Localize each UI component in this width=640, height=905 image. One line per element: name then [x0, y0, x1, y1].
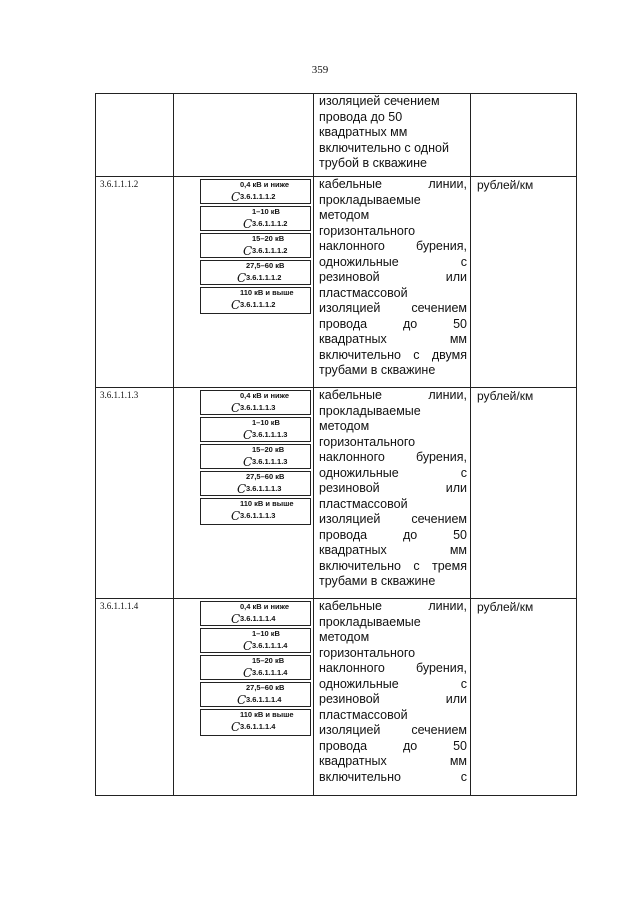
cost-symbol [231, 180, 289, 205]
cost-symbol-letter: C [243, 217, 253, 231]
desc-line [319, 193, 467, 209]
desc-line [319, 512, 467, 528]
desc-line [319, 599, 467, 615]
cost-symbol-cell [200, 498, 311, 525]
desc-word: сечением [411, 301, 467, 315]
symbol-index: 3.6.1.1.1.2 [240, 192, 276, 201]
desc-word: пластмассовой [319, 496, 408, 511]
desc-line [319, 559, 467, 575]
cost-symbol-cell [200, 471, 311, 496]
desc-word: бурения, [415, 661, 467, 675]
desc-line [319, 661, 467, 677]
desc-word: с [460, 465, 467, 480]
desc-line [319, 404, 467, 420]
desc-word: провода [319, 316, 368, 331]
desc-word: пластмассовой [319, 285, 408, 300]
desc-line [319, 208, 467, 224]
desc-line [319, 270, 467, 286]
symbol-index: 3.6.1.1.1.3 [240, 511, 276, 520]
voltage-class: 1–10 кВ [252, 207, 280, 216]
desc-word: методом [319, 419, 370, 433]
cost-symbol [243, 656, 288, 681]
column-divider-3 [470, 93, 471, 796]
desc-line [319, 528, 467, 544]
top-fragment-description [319, 94, 467, 172]
desc-word: с [460, 769, 467, 784]
desc-word: с [413, 558, 420, 573]
cost-symbol-letter: C [231, 509, 241, 523]
cost-symbol-cell [200, 260, 311, 285]
desc-word: мм [449, 543, 467, 557]
desc-line [319, 450, 467, 466]
desc-word: одножильные [319, 676, 399, 691]
desc-word: или [445, 270, 467, 284]
desc-word: или [445, 481, 467, 495]
desc-line [319, 543, 467, 559]
desc-line [319, 363, 467, 379]
row-description [319, 177, 467, 379]
desc-word: тремя [431, 558, 467, 573]
desc-word: методом [319, 208, 370, 222]
cost-symbol-cell [200, 601, 311, 626]
desc-word: резиновой [319, 481, 380, 495]
desc-word: линии, [428, 388, 467, 402]
symbol-index: 3.6.1.1.1.4 [240, 722, 276, 731]
desc-line [319, 255, 467, 271]
desc-word: изоляцией [319, 723, 381, 737]
desc-line [319, 388, 467, 404]
cost-symbol-cell [200, 709, 311, 736]
cost-symbol-letter: C [237, 482, 247, 496]
desc-word: прокладываемые [319, 403, 421, 418]
desc-line [319, 317, 467, 333]
desc-word: с [460, 676, 467, 691]
desc-line: изоляцией сечением [319, 94, 440, 108]
cost-symbol-cell [200, 390, 311, 415]
symbol-index: 3.6.1.1.1.4 [252, 641, 288, 650]
cost-symbol-cell [200, 206, 311, 231]
desc-word: 50 [453, 527, 467, 542]
symbol-index: 3.6.1.1.1.3 [252, 457, 288, 466]
desc-line [319, 239, 467, 255]
desc-line [319, 615, 467, 631]
voltage-class: 110 кВ и выше [240, 499, 294, 508]
desc-word: кабельные [319, 599, 382, 613]
desc-line [319, 301, 467, 317]
desc-line [319, 419, 467, 435]
row-code: 3.6.1.1.1.3 [100, 390, 139, 400]
row-unit: рублей/км [477, 600, 534, 614]
column-divider-1 [173, 93, 174, 796]
desc-word: включительно [319, 347, 401, 362]
desc-word: мм [449, 754, 467, 768]
desc-word: изоляцией [319, 301, 381, 315]
desc-line [319, 723, 467, 739]
cost-symbol [243, 234, 288, 259]
voltage-class: 0,4 кВ и ниже [240, 602, 289, 611]
cost-symbol-cell [200, 179, 311, 204]
table-border-bottom [95, 795, 577, 796]
cost-symbol-letter: C [243, 666, 253, 680]
row-description [319, 599, 467, 785]
desc-line: трубой в скважине [319, 156, 427, 170]
voltage-class: 0,4 кВ и ниже [240, 180, 289, 189]
cost-symbol [237, 261, 285, 286]
voltage-class: 1–10 кВ [252, 418, 280, 427]
symbol-index: 3.6.1.1.1.3 [252, 430, 288, 439]
cost-symbol [231, 288, 294, 313]
cost-symbol-letter: C [243, 639, 253, 653]
desc-word: методом [319, 630, 370, 644]
desc-word: кабельные [319, 388, 382, 402]
symbol-index: 3.6.1.1.1.4 [240, 614, 276, 623]
desc-line [319, 739, 467, 755]
desc-word: до [402, 316, 418, 331]
desc-word: наклонного [319, 661, 385, 675]
desc-word: горизонтального [319, 645, 416, 660]
desc-line [319, 435, 467, 451]
desc-line [319, 481, 467, 497]
cost-symbol [243, 418, 288, 443]
desc-word: 50 [453, 738, 467, 753]
desc-line [319, 692, 467, 708]
column-divider-2 [313, 93, 314, 796]
desc-word: трубами в скважине [319, 363, 436, 377]
cost-symbol [231, 710, 294, 735]
cost-symbol-letter: C [243, 428, 253, 442]
desc-word: мм [449, 332, 467, 346]
cost-symbol [237, 683, 285, 708]
cost-symbol-cell [200, 417, 311, 442]
symbol-index: 3.6.1.1.1.2 [252, 219, 288, 228]
desc-word: сечением [411, 512, 467, 526]
desc-word: с [413, 347, 420, 362]
voltage-class: 27,5–60 кВ [246, 683, 285, 692]
cost-symbol [231, 391, 289, 416]
desc-word: провода [319, 527, 368, 542]
desc-line [319, 177, 467, 193]
cost-symbol [231, 602, 289, 627]
desc-word: одножильные [319, 254, 399, 269]
row-unit: рублей/км [477, 389, 534, 403]
cost-symbol-cell [200, 444, 311, 469]
cost-symbol [237, 472, 285, 497]
desc-word: линии, [428, 177, 467, 191]
desc-word: 50 [453, 316, 467, 331]
symbol-index: 3.6.1.1.1.2 [240, 300, 276, 309]
desc-line [319, 646, 467, 662]
row-code: 3.6.1.1.1.4 [100, 601, 139, 611]
desc-word: включительно [319, 558, 401, 573]
voltage-class: 0,4 кВ и ниже [240, 391, 289, 400]
desc-word: с [460, 254, 467, 269]
voltage-class: 15–20 кВ [252, 445, 285, 454]
desc-line [319, 348, 467, 364]
voltage-class: 15–20 кВ [252, 234, 285, 243]
cost-symbol-letter: C [237, 271, 247, 285]
desc-word: резиновой [319, 270, 380, 284]
symbol-index: 3.6.1.1.1.4 [246, 695, 282, 704]
cost-symbol-letter: C [243, 455, 253, 469]
row-description [319, 388, 467, 590]
cost-symbol [243, 207, 288, 232]
symbol-index: 3.6.1.1.1.3 [240, 403, 276, 412]
desc-word: пластмассовой [319, 707, 408, 722]
table-border-right [576, 93, 577, 796]
desc-word: или [445, 692, 467, 706]
cost-symbol-cell [200, 655, 311, 680]
row-unit: рублей/км [477, 178, 534, 192]
desc-word: квадратных [319, 754, 387, 768]
voltage-class: 27,5–60 кВ [246, 472, 285, 481]
desc-line: квадратных мм [319, 125, 408, 139]
desc-line [319, 466, 467, 482]
desc-word: кабельные [319, 177, 382, 191]
desc-word: наклонного [319, 450, 385, 464]
desc-word: горизонтального [319, 434, 416, 449]
cost-symbol-letter: C [237, 693, 247, 707]
desc-word: квадратных [319, 332, 387, 346]
cost-symbol-letter: C [231, 612, 241, 626]
desc-word: сечением [411, 723, 467, 737]
symbol-index: 3.6.1.1.1.2 [252, 246, 288, 255]
desc-word: до [402, 527, 418, 542]
desc-word: изоляцией [319, 512, 381, 526]
desc-line [319, 286, 467, 302]
cost-symbol-letter: C [231, 298, 241, 312]
tariff-table [95, 93, 577, 796]
cost-symbol-letter: C [231, 190, 241, 204]
desc-word: бурения, [415, 239, 467, 253]
desc-word: прокладываемые [319, 192, 421, 207]
desc-line [319, 708, 467, 724]
desc-word: провода [319, 738, 368, 753]
desc-line [319, 630, 467, 646]
desc-word: трубами в скважине [319, 574, 436, 588]
desc-line [319, 677, 467, 693]
desc-word: наклонного [319, 239, 385, 253]
desc-line: включительно с одной [319, 140, 449, 155]
page-number: 359 [311, 64, 329, 76]
symbol-index: 3.6.1.1.1.2 [246, 273, 282, 282]
desc-word: прокладываемые [319, 614, 421, 629]
voltage-class: 27,5–60 кВ [246, 261, 285, 270]
desc-line [319, 497, 467, 513]
desc-word: до [402, 738, 418, 753]
cost-symbol-cell [200, 682, 311, 707]
voltage-class: 15–20 кВ [252, 656, 285, 665]
cost-symbol-letter: C [243, 244, 253, 258]
voltage-class: 1–10 кВ [252, 629, 280, 638]
symbol-index: 3.6.1.1.1.3 [246, 484, 282, 493]
desc-word: линии, [428, 599, 467, 613]
desc-word: бурения, [415, 450, 467, 464]
desc-word: включительно [319, 769, 401, 784]
desc-line: провода до 50 [319, 109, 403, 124]
desc-word: резиновой [319, 692, 380, 706]
symbol-index: 3.6.1.1.1.4 [252, 668, 288, 677]
cost-symbol [243, 629, 288, 654]
desc-word: двумя [431, 347, 467, 362]
cost-symbol-cell [200, 233, 311, 258]
desc-line [319, 770, 467, 786]
desc-line [319, 332, 467, 348]
voltage-class: 110 кВ и выше [240, 710, 294, 719]
row-code: 3.6.1.1.1.2 [100, 179, 139, 189]
desc-line [319, 224, 467, 240]
cost-symbol-letter: C [231, 401, 241, 415]
desc-word: одножильные [319, 465, 399, 480]
cost-symbol [231, 499, 294, 524]
table-border-left [95, 93, 96, 796]
desc-line [319, 574, 467, 590]
desc-line [319, 754, 467, 770]
desc-word: горизонтального [319, 223, 416, 238]
voltage-class: 110 кВ и выше [240, 288, 294, 297]
cost-symbol-letter: C [231, 720, 241, 734]
cost-symbol-cell [200, 287, 311, 314]
desc-word: квадратных [319, 543, 387, 557]
cost-symbol-cell [200, 628, 311, 653]
cost-symbol [243, 445, 288, 470]
